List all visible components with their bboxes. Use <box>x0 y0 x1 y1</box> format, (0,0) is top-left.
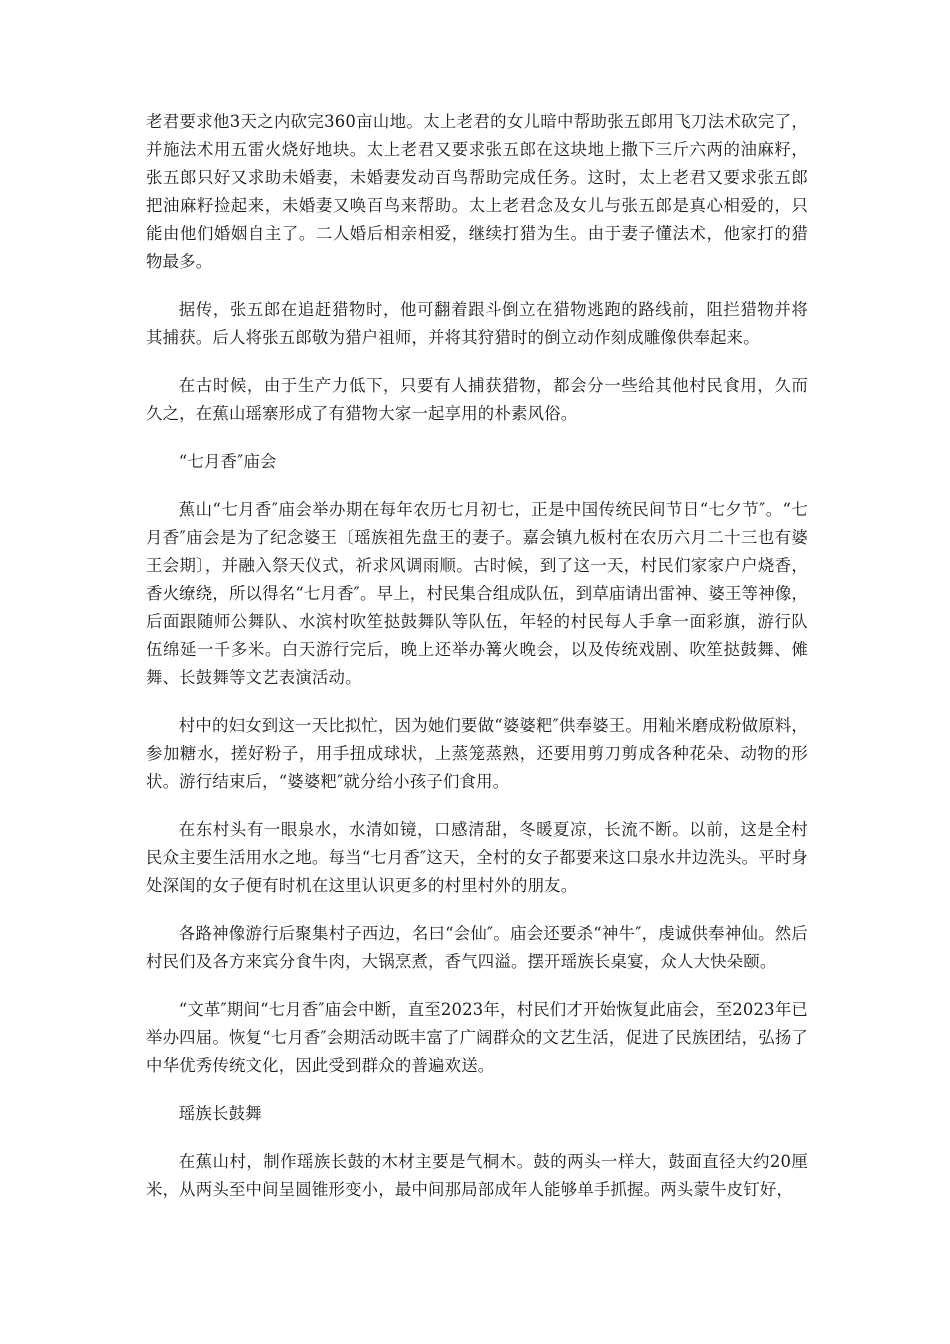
paragraph-long-drum: 在蕉山村，制作瑶族长鼓的木材主要是气桐木。鼓的两头一样大，鼓面直径大约20厘米，从两头至中间呈圆锥形变小，最中间那局部成年人能够单手抓握。两头蒙牛皮钉好， <box>146 1152 808 1199</box>
paragraph-hunting-posture: 据传，张五郎在追赶猎物时，他可翻着跟斗倒立在猎物逃跑的路线前，阻拦猎物并将其捕获。后人将张五郎敬为猎户祖师，并将其狩猎时的倒立动作刻成雕像供奉起来。 <box>146 300 808 347</box>
section-heading-temple-fair: “七月香″庙会 <box>178 452 277 471</box>
paragraph-popo-cake: 村中的妇女到这一天比拟忙，因为她们要做“婆婆粑″供奉婆王。用籼米磨成粉做原料，参加糖水，搓好粉子，用手扭成球状，上蒸笼蒸熟，还要用剪刀剪成各种花朵、动物的形状。游行结束后，“婆婆粑″就分给小孩子们食用。 <box>146 716 808 791</box>
section-heading-long-drum-dance: 瑶族长鼓舞 <box>178 1104 262 1123</box>
paragraph-temple-fair-intro: 蕉山“七月香″庙会举办期在每年农历七月初七，正是中国传统民间节日“七夕节″。“七月香″庙会是为了纪念婆王〔瑶族祖先盘王的妻子。嘉会镇九板村在农历六月二十三也有婆王会期〕，并融入祭天仪式，祈求风调雨顺。古时候，到了这一天，村民们家家户户烧香，香火缭绕，所以得名“七月香″。早上，村民集合组成队伍，到草庙请出雷神、婆王等神像，后面跟随师公舞队、水滨村吹笙挞鼓舞队等队伍，年轻的村民每人手拿一面彩旗，游行队伍绵延一千多米。白天游行完后，晚上还举办篝火晚会，以及传统戏剧、吹笙挞鼓舞、傩舞、长鼓舞等文艺表演活动。 <box>146 500 808 687</box>
document-body <box>146 108 808 1224</box>
paragraph-revival: “文革″期间“七月香″庙会中断，直至2023年，村民们才开始恢复此庙会，至2023年已举办四届。恢复“七月香″会期活动既丰富了广阔群众的文艺生活，促进了民族团结，弘扬了中华优秀传统文化，因此受到群众的普遍欢送。 <box>146 1000 808 1075</box>
paragraph-huixian: 各路神像游行后聚集村子西边，名曰“会仙″。庙会还要杀“神牛″，虔诚供奉神仙。然后村民们及各方来宾分食牛肉，大锅烹煮，香气四溢。摆开瑶族长桌宴，众人大快朵颐。 <box>146 924 808 971</box>
paragraph-legend-continued: 老君要求他3天之内砍完360亩山地。太上老君的女儿暗中帮助张五郎用飞刀法术砍完了，并施法术用五雷火烧好地块。太上老君又要求张五郎在这块地上撒下三斤六两的油麻籽，张五郎只好又求助未婚妻，未婚妻发动百鸟帮助完成任务。这时，太上老君又要求张五郎把油麻籽捡起来，未婚妻又唤百鸟来帮助。太上老君念及女儿与张五郎是真心相爱的，只能由他们婚姻自主了。二人婚后相亲相爱，继续打猎为生。由于妻子懂法术，他家打的猎物最多。 <box>146 112 808 271</box>
paragraph-spring-water: 在东村头有一眼泉水，水清如镜，口感清甜，冬暖夏凉，长流不断。以前，这是全村民众主要生活用水之地。每当“七月香″这天，全村的女子都要来这口泉水井边洗头。平时身处深闺的女子便有时机在这里认识更多的村里村外的朋友。 <box>146 820 808 895</box>
paragraph-sharing-custom: 在古时候，由于生产力低下，只要有人捕获猎物，都会分一些给其他村民食用，久而久之，在蕉山瑶寨形成了有猎物大家一起享用的朴素风俗。 <box>146 376 808 423</box>
